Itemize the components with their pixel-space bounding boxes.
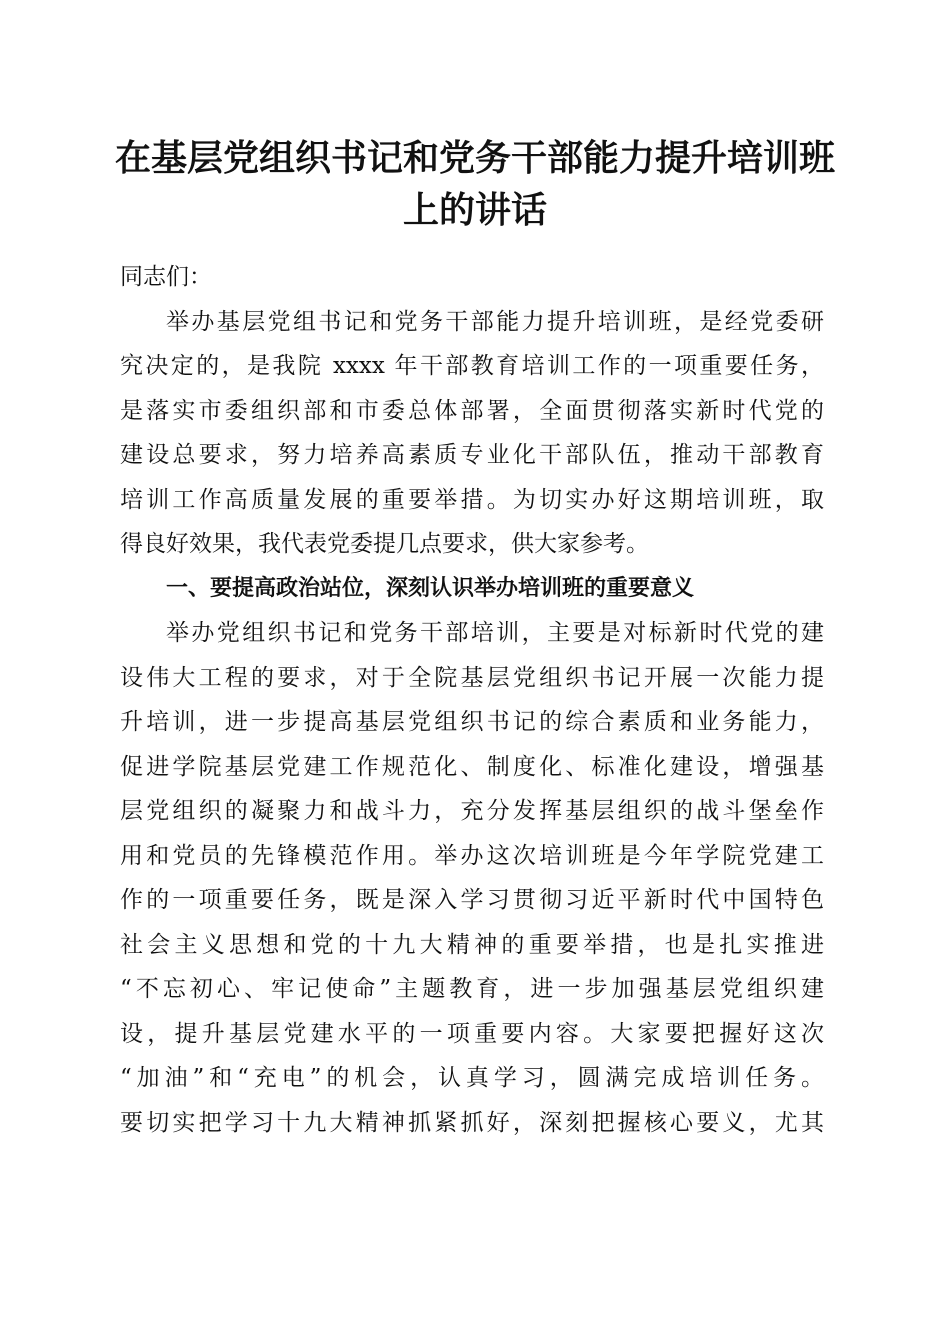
paragraph-line: 层党组织的凝聚力和战斗力，充分发挥基层组织的战斗堡垒作	[120, 798, 824, 824]
paragraph-line: 得良好效果，我代表党委提几点要求，供大家参考。	[120, 531, 649, 557]
paragraph-line: 用和党员的先锋模范作用。举办这次培训班是今年学院党建工	[120, 842, 824, 869]
paragraph-line: 要切实把学习十九大精神抓紧抓好，深刻把握核心要义，尤其	[120, 1109, 824, 1136]
paragraph-line: 升培训，进一步提高基层党组织书记的综合素质和业务能力，	[120, 709, 824, 735]
paragraph-line: 设，提升基层党建水平的一项重要内容。大家要把握好这次	[120, 1020, 824, 1047]
paragraph-line: 举办基层党组书记和党务干部能力提升培训班，是经党委研	[166, 308, 824, 335]
title-line-1: 在基层党组织书记和党务干部能力提升培训班	[114, 137, 835, 179]
paragraph-section-1	[120, 611, 824, 1145]
paragraph-line: “不忘初心、牢记使命”主题教育，进一步加强基层党组织建	[120, 976, 824, 1002]
paragraph-line: “加油”和“充电”的机会，认真学习，圆满完成培训任务。	[120, 1065, 824, 1091]
section-heading: 一、要提高政治站位，深刻认识举办培训班的重要意义	[166, 575, 695, 601]
salutation: 同志们：	[120, 264, 212, 290]
paragraph-line: 是落实市委组织部和市委总体部署，全面贯彻落实新时代党的	[120, 397, 824, 424]
paragraph-line: 社会主义思想和党的十九大精神的重要举措，也是扎实推进	[120, 931, 824, 958]
paragraph-line: 举办党组织书记和党务干部培训，主要是对标新时代党的建	[166, 620, 824, 646]
paragraph-line: 作的一项重要任务，既是深入学习贯彻习近平新时代中国特色	[120, 887, 824, 913]
paragraph-line: 建设总要求，努力培养高素质专业化干部队伍，推动干部教育	[120, 442, 824, 468]
title-line-2: 上的讲话	[402, 189, 547, 231]
paragraph-line: 促进学院基层党建工作规范化、制度化、标准化建设，增强基	[120, 753, 824, 780]
paragraph-intro	[120, 300, 824, 567]
paragraph-line: 究决定的，是我院 xxxx 年干部教育培训工作的一项重要任务，	[120, 353, 824, 379]
paragraph-line: 设伟大工程的要求，对于全院基层党组织书记开展一次能力提	[120, 664, 824, 691]
document-body	[120, 255, 824, 1145]
paragraph-line: 培训工作高质量发展的重要举措。为切实办好这期培训班，取	[120, 486, 824, 513]
document-title	[100, 132, 850, 236]
